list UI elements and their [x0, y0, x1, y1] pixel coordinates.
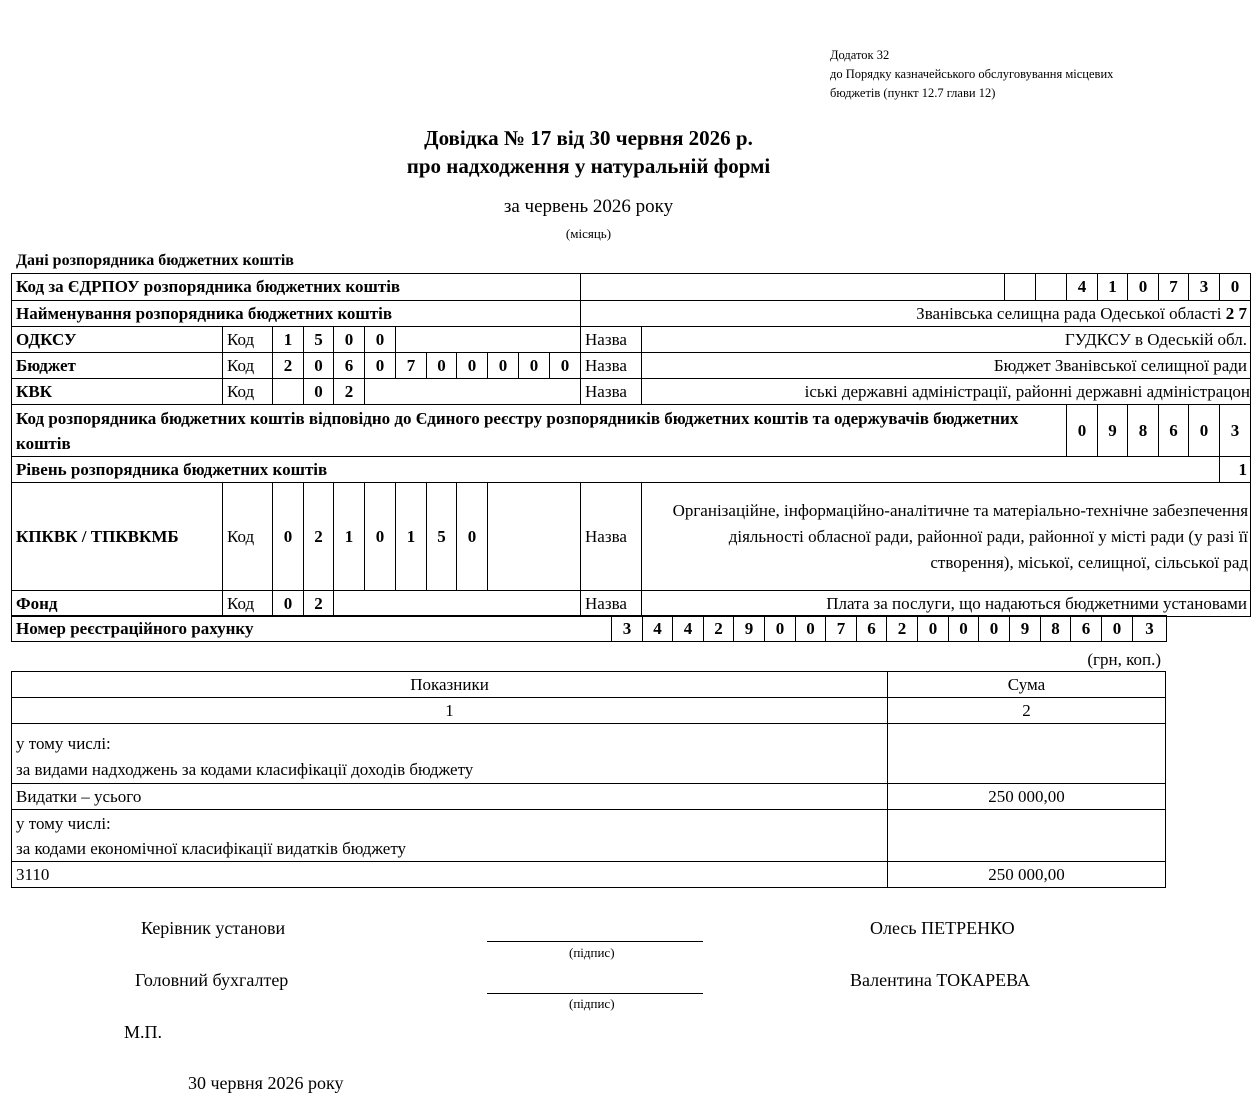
document-date: 30 червня 2026 року: [188, 1073, 344, 1093]
accountant-title: Головний бухгалтер: [135, 970, 289, 990]
head-signature-hint: (підпис): [569, 945, 615, 960]
head-title: Керівник установи: [141, 918, 286, 938]
account-digit: 8: [1041, 616, 1071, 642]
sums-number-row: [12, 698, 1166, 724]
level-row: [12, 457, 1251, 483]
account-label: Номер реєстраційного рахунку: [12, 616, 612, 642]
kvk-name-label: Назва: [581, 379, 642, 405]
budget-digit: 0: [519, 353, 550, 379]
title-line-2: про надходження у натуральній формі: [406, 154, 771, 178]
budget-digit: 0: [457, 353, 488, 379]
kpkvk-digit: 0: [273, 483, 304, 591]
odksu-digit: 1: [273, 327, 304, 353]
fund-digit: 0: [273, 591, 304, 617]
kvk-digit: 0: [304, 379, 334, 405]
account-digit: 0: [796, 616, 826, 642]
kvk-label: КВК: [12, 379, 223, 405]
budget-digit: 0: [488, 353, 519, 379]
kvk-name: іські державні адміністрації, районні державні адміністрацон: [642, 379, 1251, 405]
fund-row: [12, 591, 1251, 617]
account-digit: 0: [918, 616, 949, 642]
accountant-signature-line: [487, 993, 703, 994]
account-digit: 0: [1102, 616, 1133, 642]
row-label: 3110: [12, 862, 888, 888]
row-value: [888, 724, 1166, 784]
registry-digit: 3: [1220, 405, 1251, 457]
manager-name: Званівська селищна рада Одеської області 2 7: [581, 301, 1251, 327]
budget-name-label: Назва: [581, 353, 642, 379]
name-label: Найменування розпорядника бюджетних коштів: [12, 301, 581, 327]
kpkvk-digit: 0: [365, 483, 396, 591]
row-value: 250 000,00: [888, 862, 1166, 888]
account-digit: 7: [826, 616, 857, 642]
header-amount: Сума: [888, 672, 1166, 698]
budget-label: Бюджет: [12, 353, 223, 379]
appendix-line-3: бюджетів (пункт 12.7 глави 12): [830, 86, 996, 100]
row-label: Видатки – усього: [12, 784, 888, 810]
edrpou-digit: 0: [1220, 274, 1251, 301]
account-digit: 3: [1133, 616, 1167, 642]
account-digit: 4: [673, 616, 704, 642]
registry-label: Код розпорядника бюджетних коштів відповідно до Єдиного реєстру розпорядників бюджетних коштів та одержувачів бюджетних коштів: [12, 405, 1067, 457]
row-label: за кодами економічної класифікації видатків бюджету: [16, 838, 407, 858]
row-label: у тому числі:: [16, 733, 111, 753]
edrpou-row: [12, 274, 1251, 301]
document-title: [0, 124, 1177, 180]
fund-kod-label: Код: [223, 591, 273, 617]
header-indicators: Показники: [12, 672, 888, 698]
row-label: за видами надходжень за кодами класифікації доходів бюджету: [16, 759, 474, 779]
fund-digit: 2: [304, 591, 334, 617]
odksu-name-label: Назва: [581, 327, 642, 353]
kpkvk-digit: 2: [304, 483, 334, 591]
title-line-1: Довідка № 17 від 30 червня 2026 р.: [424, 126, 753, 150]
report-period: за червень 2026 року: [503, 196, 674, 217]
budget-digit: 0: [427, 353, 457, 379]
head-signature-line: [487, 941, 703, 942]
account-digit: 9: [734, 616, 765, 642]
account-digit: 4: [643, 616, 673, 642]
account-digit: 6: [857, 616, 887, 642]
budget-digit: 2: [273, 353, 304, 379]
odksu-digit: 5: [304, 327, 334, 353]
registry-row: [12, 405, 1251, 457]
kpkvk-digit: 0: [457, 483, 488, 591]
budget-row: [12, 353, 1251, 379]
name-row: [12, 301, 1251, 327]
currency-units: (грн, коп.): [1087, 650, 1161, 669]
table-row: [12, 784, 1166, 810]
odksu-digit: 0: [365, 327, 396, 353]
odksu-kod-label: Код: [223, 327, 273, 353]
kpkvk-kod-label: Код: [223, 483, 273, 591]
account-digit: 0: [765, 616, 796, 642]
fund-name-label: Назва: [581, 591, 642, 617]
account-digit: 6: [1071, 616, 1102, 642]
column-number: 1: [12, 698, 888, 724]
registry-digit: 8: [1128, 405, 1159, 457]
edrpou-digit: 3: [1189, 274, 1220, 301]
appendix-line-2: до Порядку казначейського обслуговування місцевих: [830, 67, 1114, 81]
fund-name: Плата за послуги, що надаються бюджетними установами: [642, 591, 1251, 617]
edrpou-digit: 4: [1067, 274, 1098, 301]
period-hint: (місяць): [565, 226, 612, 241]
account-digit: 0: [949, 616, 979, 642]
table-row: [12, 862, 1166, 888]
appendix-note: [830, 46, 1113, 103]
head-name: Олесь ПЕТРЕНКО: [870, 918, 1015, 938]
budget-name: Бюджет Званівської селищної ради: [642, 353, 1251, 379]
kpkvk-digit: 1: [396, 483, 427, 591]
odksu-row: [12, 327, 1251, 353]
odksu-digit: 0: [334, 327, 365, 353]
registry-digit: 9: [1098, 405, 1128, 457]
kpkvk-row: [12, 483, 1251, 591]
budget-digit: 7: [396, 353, 427, 379]
row-label: у тому числі:: [16, 813, 111, 833]
kvk-kod-label: Код: [223, 379, 273, 405]
kvk-digit: 2: [334, 379, 365, 405]
table-row: [12, 810, 1166, 862]
account-digit: 9: [1010, 616, 1041, 642]
account-digit: 0: [979, 616, 1010, 642]
account-digit: 2: [887, 616, 918, 642]
budget-digit: 0: [550, 353, 581, 379]
section-title: Дані розпорядника бюджетних коштів: [16, 252, 294, 269]
kpkvk-name: Організаційне, інформаційно-аналітичне та матеріально-технічне забезпечення діяльності обласної ради, районної ради, районної у місті ради (у разі її створення), міської, селищної, сільської рад: [672, 500, 1249, 572]
kpkvk-digit: 1: [334, 483, 365, 591]
row-value: 250 000,00: [888, 784, 1166, 810]
kpkvk-label: КПКВК / ТПКВКМБ: [12, 483, 223, 591]
kvk-row: [12, 379, 1251, 405]
odksu-name: ГУДКСУ в Одеській обл.: [642, 327, 1251, 353]
edrpou-label: Код за ЄДРПОУ розпорядника бюджетних коштів: [12, 274, 581, 301]
table-row: [12, 724, 1166, 784]
fund-label: Фонд: [12, 591, 223, 617]
manager-data-table: [11, 273, 1251, 617]
row-value: [888, 810, 1166, 862]
registry-digit: 0: [1067, 405, 1098, 457]
registry-digit: 0: [1189, 405, 1220, 457]
kpkvk-name-label: Назва: [581, 483, 642, 591]
sums-header-row: [12, 672, 1166, 698]
kpkvk-digit: 5: [427, 483, 457, 591]
accountant-name: Валентина ТОКАРЕВА: [850, 970, 1031, 990]
level-value: 1: [1220, 457, 1251, 483]
account-table: [11, 615, 1167, 642]
appendix-line-1: Додаток 32: [830, 48, 890, 62]
budget-digit: 0: [304, 353, 334, 379]
account-digit: 2: [704, 616, 734, 642]
edrpou-digit: 0: [1128, 274, 1159, 301]
budget-digit: 6: [334, 353, 365, 379]
edrpou-digit: 7: [1159, 274, 1189, 301]
registry-digit: 6: [1159, 405, 1189, 457]
account-digit: 3: [612, 616, 643, 642]
column-number: 2: [888, 698, 1166, 724]
budget-kod-label: Код: [223, 353, 273, 379]
stamp-place: М.П.: [124, 1022, 163, 1042]
odksu-label: ОДКСУ: [12, 327, 223, 353]
edrpou-digit: 1: [1098, 274, 1128, 301]
budget-digit: 0: [365, 353, 396, 379]
level-label: Рівень розпорядника бюджетних коштів: [12, 457, 1220, 483]
accountant-signature-hint: (підпис): [569, 996, 615, 1011]
sums-table: [11, 671, 1166, 888]
